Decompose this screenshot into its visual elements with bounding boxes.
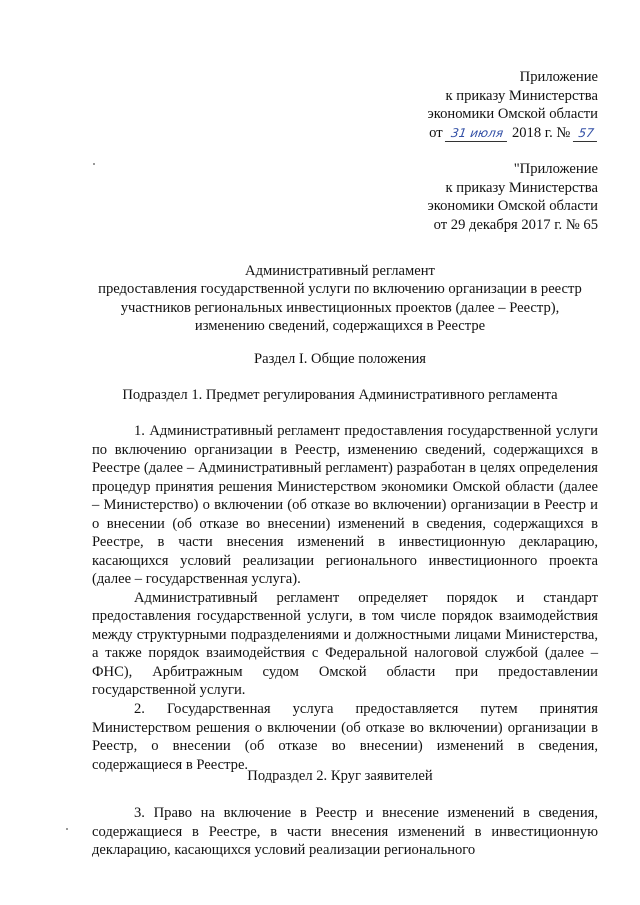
title-line: участников региональных инвестиционных проектов (далее – Реестр),: [120, 299, 560, 316]
appendix-ministry: экономики Омской области: [427, 106, 598, 123]
title-line: предоставления государственной услуги по включению организации в реестр: [98, 281, 582, 298]
scan-speck: [66, 828, 68, 830]
subsection-2-body: [92, 804, 598, 860]
appendix-date-line: от 29 декабря 2017 г. № 65: [433, 217, 598, 234]
appendix-order-ref: к приказу Министерства: [445, 179, 598, 196]
paragraph: 3. Право на включение в Реестр и внесение изменений в сведения, содержащиеся в Реестре, в части внесения изменений в инвестиционную декларацию, касающихся условий реализации регионального: [92, 805, 598, 859]
title-line: Административный регламент: [245, 263, 435, 279]
section-heading: Раздел I. Общие положения: [253, 351, 427, 367]
handwritten-number: 57: [573, 126, 599, 142]
appendix-label: "Приложение: [513, 161, 598, 177]
appendix-order-ref: к приказу Министерства: [445, 87, 598, 104]
appendix-header-current: [360, 68, 598, 143]
paragraph: 2. Государственная услуга предоставляется путем принятия Министерством решения о включении (об отказе во включении) организации в Реестр, о внесении (об отказе во внесении) изменений в сведения, содержащиеся в Реестре.: [92, 700, 598, 773]
paragraph: Административный регламент определяет порядок и стандарт предоставления государственной услуги, в том числе порядок взаимодействия между структурными подразделениями и должностными лицами Министерства, а также порядок взаимодействия с Федеральной налоговой службой (далее – ФНС), Арбитражным судом Омской области при предоставлении государственной услуги.: [92, 589, 598, 699]
scan-speck: [93, 163, 95, 165]
appendix-header-previous: [360, 160, 598, 235]
appendix-label: Приложение: [519, 69, 598, 85]
paragraph: 1. Административный регламент предоставления государственной услуги по включению организации в Реестр, изменению сведений, содержащихся в Реестре (далее – Административный регламент) разработан в целях определения процедур принятия решения Министерством экономики Омской области (далее – Министерство) о включении (об отказе во включении) организации в Реестр и о внесении (об отказе во внесении) изменений в сведения, содержащихся в Реестре, в части внесения изменений в инвестиционную декларацию, касающихся условий реализации регионального инвестиционного проекта (далее – государственная услуга).: [92, 423, 598, 588]
appendix-date-line: [360, 124, 598, 143]
subsection-1-body: [92, 422, 598, 774]
title-line: изменению сведений, содержащихся в Реестре: [194, 318, 486, 335]
subsection-heading: Подраздел 1. Предмет регулирования Административного регламента: [122, 387, 558, 403]
appendix-ministry: экономики Омской области: [427, 198, 598, 215]
handwritten-date: 31 июля: [445, 126, 509, 142]
subsection-heading: Подраздел 2. Круг заявителей: [247, 768, 433, 784]
year-text: 2018 г. №: [511, 125, 571, 142]
date-prefix: от: [429, 125, 443, 142]
document-title: [80, 262, 600, 336]
